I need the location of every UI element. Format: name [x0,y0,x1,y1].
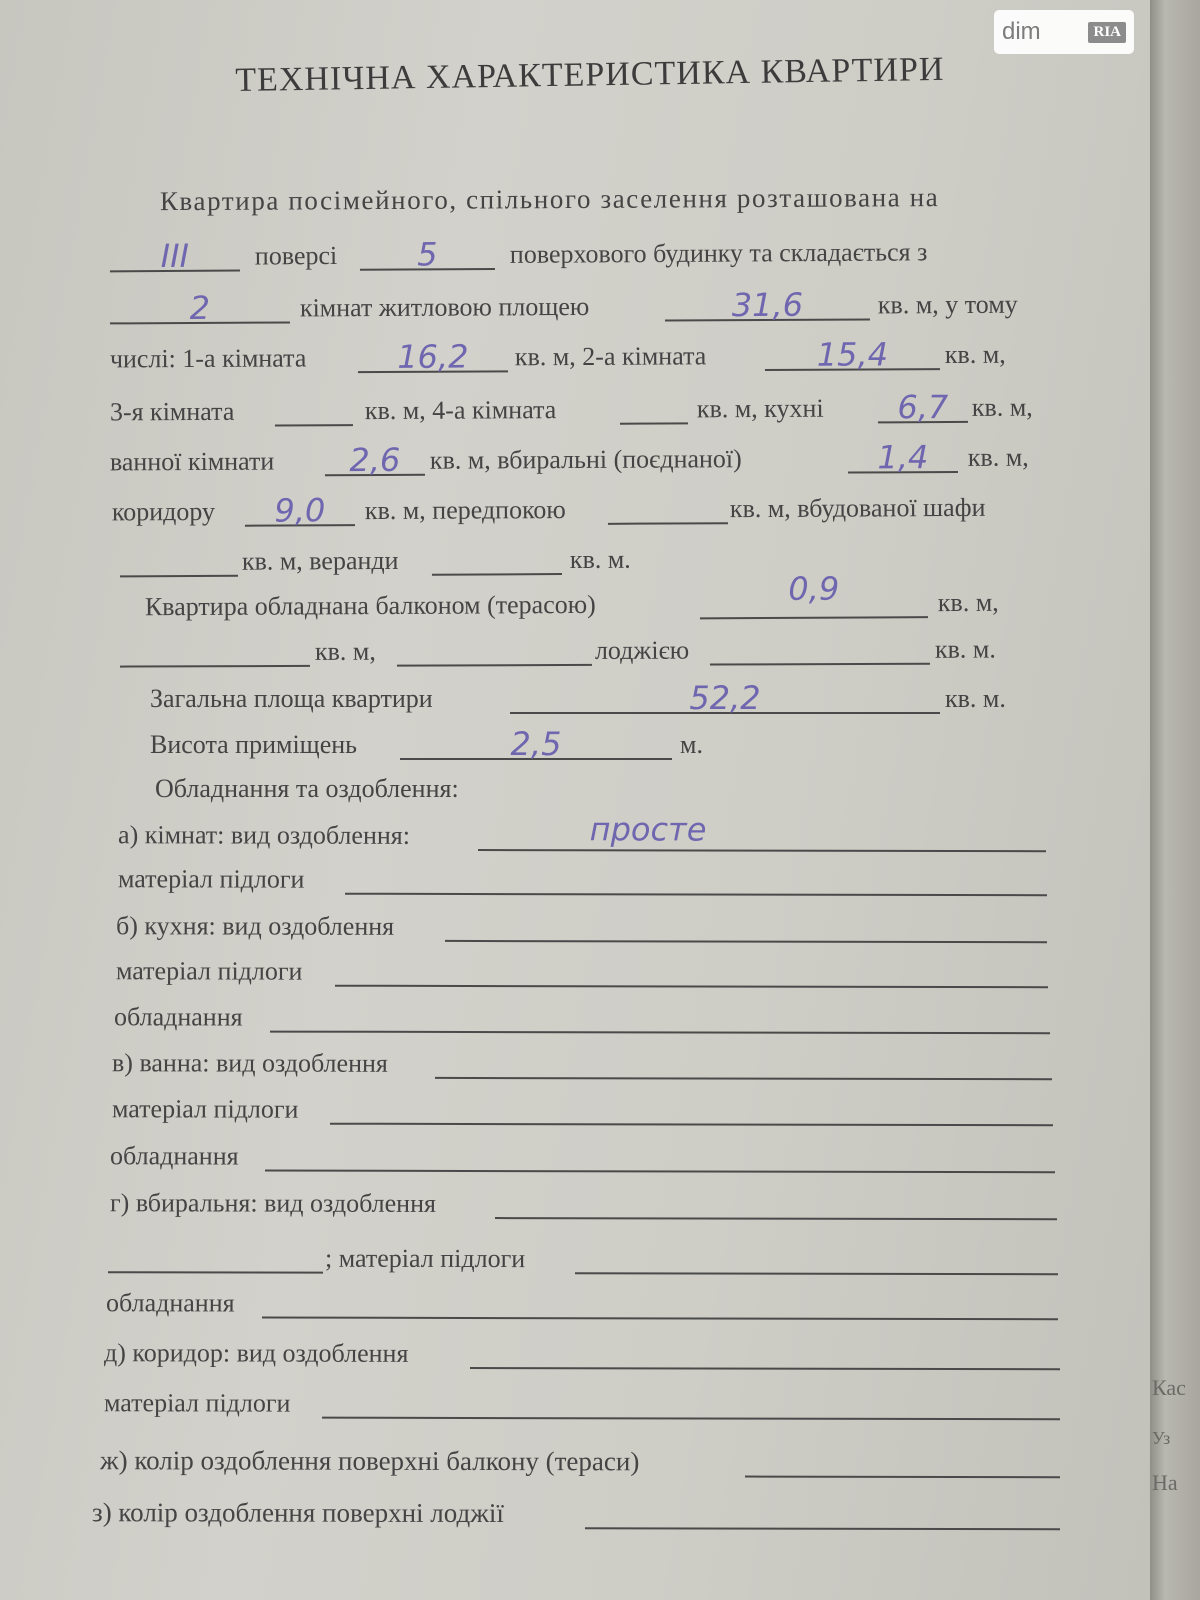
label-toilet-equipment: обладнання [106,1288,235,1318]
line-kitchen-equipment [0,994,1150,1038]
edge-fragment-3: На [1152,1470,1178,1495]
label-bath-floor-material: матеріал підлоги [112,1094,299,1124]
label-toilet-unit: кв. м, [967,442,1029,472]
label-total-area: Загальна площа квартири [150,684,433,713]
label-loggia-color: з) колір оздоблення поверхні лоджії [92,1497,504,1529]
label-room4: кв. м, 4-а кімната [364,395,557,426]
value-bathroom: 2,6 [349,440,401,480]
label-room1: числі: 1-а кімната [109,343,307,374]
line-room-areas [0,331,1150,379]
ria-logo-icon: RIA [1088,22,1126,43]
label-bathroom: ванної кімнати [109,446,275,477]
value-rooms-finish: просте [589,810,707,849]
line-corridor-floor-material [0,1380,1150,1424]
value-toilet: 1,4 [877,438,929,477]
dim-ria-watermark [994,10,1134,54]
line-kitchen-floor-material [0,948,1150,992]
value-storeys: 5 [417,235,438,274]
line-kitchen-finish [0,903,1150,947]
label-terrace-unit: кв. м, [314,636,376,666]
label-wardrobe-veranda: кв. м, веранди [241,545,399,576]
label-corridor-finish: д) коридор: вид оздоблення [104,1338,409,1368]
label-balcony: Квартира обладнана балконом (терасою) [144,589,596,622]
line-total-area [0,676,1150,718]
document-title: ТЕХНІЧНА ХАРАКТЕРИСТИКА КВАРТИРИ [235,50,945,99]
label-hallway: кв. м, передпокою [364,495,566,526]
line-loggia-color [0,1490,1150,1534]
label-rooms: кімнат житловою площею [299,291,590,323]
label-balcony-color: ж) колір оздоблення поверхні балкону (тераси) [100,1445,640,1477]
line-balcony [0,569,1150,627]
label-floor: поверсі [254,240,338,271]
label-equipment-heading: Обладнання та оздоблення: [155,774,459,803]
label-storeys: поверхового будинку та складається з [509,237,928,269]
line-toilet-equipment [0,1280,1150,1324]
label-living-area-unit: кв. м, у тому [877,289,1018,320]
line-corridor-finish [0,1330,1150,1374]
line-dwelling-intro [0,174,1150,222]
line-equipment-heading [0,766,1150,808]
label-toilet: кв. м, вбиральні (поєднаної) [429,444,742,475]
label-bath-finish: в) ванна: вид оздоблення [112,1048,388,1078]
label-toilet-floor-material: ; матеріал підлоги [325,1243,526,1274]
watermark-brand: dim [1002,18,1041,45]
adjacent-page-edge [1150,0,1200,1600]
value-corridor: 9,0 [274,491,326,530]
label-kitchen-unit: кв. м, [971,392,1033,422]
label-dwelling-intro: Квартира посімейного, спільного заселення розташована на [159,182,940,217]
line-bath-equipment [0,1133,1150,1177]
edge-fragment-2: Уз [1152,1428,1171,1448]
label-corridor: коридору [111,496,216,527]
label-kitchen-finish: б) кухня: вид оздоблення [116,911,395,941]
label-total-area-unit: кв. м. [945,684,1006,713]
label-ceiling-height-unit: м. [680,730,703,759]
label-kitchen-floor-material: матеріал підлоги [116,956,303,986]
label-wardrobe: кв. м, вбудованої шафи [729,492,986,524]
line-floor [0,228,1150,277]
label-corridor-floor-material: матеріал підлоги [104,1388,291,1418]
label-room3: 3-я кімната [109,396,235,427]
label-bath-equipment: обладнання [110,1141,239,1171]
label-kitchen-equipment: обладнання [114,1002,243,1032]
value-ceiling-height: 2,5 [510,725,562,763]
line-bath-finish [0,1040,1150,1084]
line-loggia [0,626,1150,672]
line-bath-toilet [0,434,1150,482]
value-total-area: 52,2 [689,679,761,717]
value-kitchen: 6,7 [897,388,949,427]
line-rooms-floor-material [0,856,1150,900]
label-room2: кв. м, 2-а кімната [514,341,707,372]
line-rooms-finish [0,812,1150,856]
label-room2-unit: кв. м, [944,339,1006,370]
value-room1: 16,2 [397,337,469,376]
line-veranda [0,534,1150,582]
line-bath-floor-material [0,1086,1150,1130]
label-loggia: лоджією [594,635,690,665]
label-rooms-floor-material: матеріал підлоги [118,864,305,894]
label-ceiling-height: Висота приміщень [150,730,358,759]
label-rooms-finish: а) кімнат: вид оздоблення: [118,820,411,850]
line-corridor [0,484,1150,532]
label-balcony-unit: кв. м, [937,587,999,618]
value-balcony: 0,9 [788,569,840,608]
label-veranda-unit: кв. м. [569,544,631,575]
label-loggia-unit: кв. м. [934,634,996,664]
line-ceiling-height [0,722,1150,764]
value-floor: III [160,236,190,276]
line-toilet-finish [0,1180,1150,1224]
line-balcony-color [0,1438,1150,1482]
value-rooms: 2 [189,288,211,328]
line-rooms [0,281,1150,329]
value-living-area: 31,6 [731,285,804,325]
label-toilet-finish: г) вбиральня: вид оздоблення [110,1188,437,1218]
line-room3-kitchen [0,384,1150,432]
edge-fragment-1: Кас [1152,1375,1186,1400]
label-kitchen: кв. м, кухні [696,393,824,424]
line-toilet-floor-material [0,1235,1150,1279]
value-room2: 15,4 [816,335,889,374]
